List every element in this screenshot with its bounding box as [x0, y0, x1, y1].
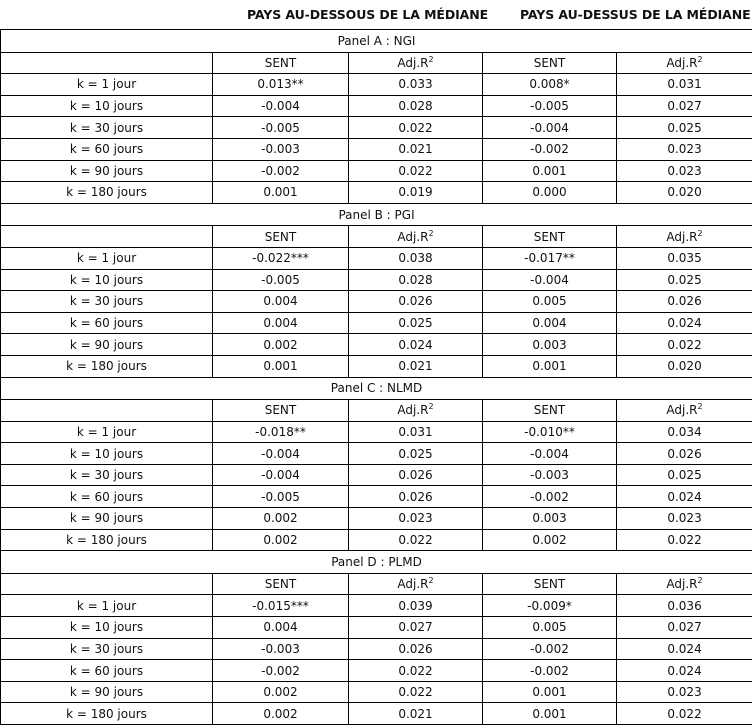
adj-r2-below-median: 0.025	[349, 312, 483, 334]
adj-r2-above-median: 0.034	[617, 421, 752, 443]
sent-below-median: 0.004	[213, 312, 349, 334]
adj-r2-below-median: 0.021	[349, 703, 483, 725]
adj-r2-below-median: 0.039	[349, 595, 483, 617]
panel-title: Panel B : PGI	[1, 203, 752, 226]
sent-below-median: -0.005	[213, 117, 349, 139]
table-row	[1, 703, 752, 725]
table-row	[1, 74, 752, 96]
panel-title: Panel A : NGI	[1, 30, 752, 53]
sent-above-median: 0.004	[483, 312, 617, 334]
results-table-body	[1, 30, 752, 725]
adj-r2-label: Adj.R	[666, 229, 698, 244]
sent-below-median: -0.003	[213, 138, 349, 160]
adj-r2-label: Adj.R	[666, 403, 698, 418]
adj-r2-above-median: 0.024	[617, 312, 752, 334]
horizon-label: k = 30 jours	[1, 464, 213, 486]
empty-header-cell	[1, 52, 213, 74]
sent-above-median: 0.003	[483, 508, 617, 530]
adj-r2-below-median: 0.028	[349, 95, 483, 117]
sent-above-median: -0.009*	[483, 595, 617, 617]
horizon-label: k = 30 jours	[1, 117, 213, 139]
adj-r2-below-median: 0.022	[349, 660, 483, 682]
horizon-label: k = 90 jours	[1, 681, 213, 703]
adj-r2-above-median: 0.023	[617, 138, 752, 160]
horizon-label: k = 90 jours	[1, 508, 213, 530]
adj-r2-below-median: 0.021	[349, 355, 483, 377]
adj-r2-below-median: 0.022	[349, 117, 483, 139]
adj-r2-label: Adj.R	[397, 403, 429, 418]
adj-r2-above-median: 0.026	[617, 291, 752, 313]
adj-r2-above-median: 0.022	[617, 334, 752, 356]
sent-above-median: -0.004	[483, 443, 617, 465]
results-table	[0, 29, 752, 725]
sent-column-header: SENT	[213, 400, 349, 422]
horizon-label: k = 10 jours	[1, 443, 213, 465]
sent-below-median: 0.002	[213, 529, 349, 551]
sent-above-median: -0.002	[483, 138, 617, 160]
adj-r2-superscript: 2	[428, 402, 434, 412]
sent-below-median: 0.001	[213, 355, 349, 377]
table-row	[1, 421, 752, 443]
column-header-row	[1, 400, 752, 422]
horizon-label: k = 60 jours	[1, 486, 213, 508]
sent-below-median: -0.022***	[213, 247, 349, 269]
sent-below-median: -0.002	[213, 660, 349, 682]
adj-r2-below-median: 0.022	[349, 160, 483, 182]
adj-r2-column-header	[349, 400, 483, 422]
adj-r2-label: Adj.R	[666, 55, 698, 70]
adj-r2-below-median: 0.026	[349, 291, 483, 313]
adj-r2-superscript: 2	[697, 402, 703, 412]
table-row	[1, 117, 752, 139]
adj-r2-column-header	[349, 52, 483, 74]
sent-below-median: -0.018**	[213, 421, 349, 443]
empty-header-cell	[1, 573, 213, 595]
horizon-label: k = 180 jours	[1, 355, 213, 377]
adj-r2-above-median: 0.035	[617, 247, 752, 269]
adj-r2-superscript: 2	[428, 54, 434, 64]
sent-below-median: 0.001	[213, 182, 349, 204]
sent-column-header: SENT	[483, 573, 617, 595]
sent-column-header: SENT	[483, 226, 617, 248]
adj-r2-above-median: 0.025	[617, 117, 752, 139]
empty-header-cell	[1, 226, 213, 248]
table-row	[1, 681, 752, 703]
panel-title-row	[1, 551, 752, 574]
adj-r2-above-median: 0.027	[617, 617, 752, 639]
adj-r2-label: Adj.R	[397, 577, 429, 592]
panel-title-row	[1, 30, 752, 53]
horizon-label: k = 60 jours	[1, 660, 213, 682]
sent-above-median: 0.005	[483, 291, 617, 313]
empty-header-cell	[1, 400, 213, 422]
sent-above-median: 0.000	[483, 182, 617, 204]
panel-title: Panel C : NLMD	[1, 377, 752, 400]
adj-r2-column-header	[349, 573, 483, 595]
adj-r2-above-median: 0.024	[617, 660, 752, 682]
adj-r2-below-median: 0.027	[349, 617, 483, 639]
adj-r2-above-median: 0.026	[617, 443, 752, 465]
table-row	[1, 160, 752, 182]
adj-r2-label: Adj.R	[397, 229, 429, 244]
sent-column-header: SENT	[213, 226, 349, 248]
adj-r2-below-median: 0.021	[349, 138, 483, 160]
sent-below-median: -0.002	[213, 160, 349, 182]
adj-r2-above-median: 0.023	[617, 508, 752, 530]
sent-below-median: -0.005	[213, 486, 349, 508]
horizon-label: k = 180 jours	[1, 529, 213, 551]
table-row	[1, 660, 752, 682]
sent-below-median: 0.002	[213, 703, 349, 725]
sent-below-median: -0.005	[213, 269, 349, 291]
adj-r2-label: Adj.R	[397, 55, 429, 70]
horizon-label: k = 10 jours	[1, 617, 213, 639]
adj-r2-column-header	[617, 52, 752, 74]
table-row	[1, 247, 752, 269]
sent-above-median: -0.005	[483, 95, 617, 117]
table-row	[1, 529, 752, 551]
sent-above-median: -0.004	[483, 117, 617, 139]
horizon-label: k = 1 jour	[1, 74, 213, 96]
table-top-header	[0, 0, 752, 29]
adj-r2-superscript: 2	[428, 228, 434, 238]
adj-r2-below-median: 0.028	[349, 269, 483, 291]
adj-r2-below-median: 0.019	[349, 182, 483, 204]
column-header-row	[1, 52, 752, 74]
adj-r2-above-median: 0.027	[617, 95, 752, 117]
horizon-label: k = 30 jours	[1, 291, 213, 313]
adj-r2-below-median: 0.031	[349, 421, 483, 443]
adj-r2-below-median: 0.023	[349, 508, 483, 530]
sent-above-median: 0.002	[483, 529, 617, 551]
adj-r2-below-median: 0.026	[349, 486, 483, 508]
table-row	[1, 443, 752, 465]
sent-below-median: 0.002	[213, 681, 349, 703]
sent-above-median: -0.002	[483, 638, 617, 660]
adj-r2-superscript: 2	[428, 576, 434, 586]
sent-column-header: SENT	[213, 573, 349, 595]
column-header-row	[1, 226, 752, 248]
table-row	[1, 508, 752, 530]
sent-below-median: 0.002	[213, 508, 349, 530]
sent-above-median: -0.004	[483, 269, 617, 291]
sent-above-median: -0.017**	[483, 247, 617, 269]
adj-r2-above-median: 0.023	[617, 681, 752, 703]
adj-r2-below-median: 0.022	[349, 681, 483, 703]
horizon-label: k = 90 jours	[1, 334, 213, 356]
table-row	[1, 355, 752, 377]
adj-r2-above-median: 0.020	[617, 355, 752, 377]
adj-r2-above-median: 0.036	[617, 595, 752, 617]
sent-below-median: 0.002	[213, 334, 349, 356]
panel-title-row	[1, 377, 752, 400]
horizon-label: k = 1 jour	[1, 595, 213, 617]
horizon-label: k = 180 jours	[1, 703, 213, 725]
table-row	[1, 182, 752, 204]
panel-title: Panel D : PLMD	[1, 551, 752, 574]
sent-above-median: 0.001	[483, 703, 617, 725]
sent-column-header: SENT	[483, 52, 617, 74]
column-group-below-median: PAYS AU-DESSOUS DE LA MÉDIANE	[247, 7, 489, 22]
sent-above-median: -0.002	[483, 486, 617, 508]
table-row	[1, 595, 752, 617]
table-row	[1, 138, 752, 160]
adj-r2-below-median: 0.026	[349, 464, 483, 486]
horizon-label: k = 1 jour	[1, 247, 213, 269]
adj-r2-above-median: 0.025	[617, 464, 752, 486]
sent-above-median: 0.008*	[483, 74, 617, 96]
column-group-above-median: PAYS AU-DESSUS DE LA MÉDIANE	[520, 7, 751, 22]
adj-r2-column-header	[617, 400, 752, 422]
horizon-label: k = 10 jours	[1, 269, 213, 291]
sent-column-header: SENT	[213, 52, 349, 74]
horizon-label: k = 1 jour	[1, 421, 213, 443]
sent-below-median: -0.004	[213, 443, 349, 465]
table-row	[1, 617, 752, 639]
adj-r2-superscript: 2	[697, 54, 703, 64]
table-row	[1, 269, 752, 291]
horizon-label: k = 60 jours	[1, 138, 213, 160]
horizon-label: k = 10 jours	[1, 95, 213, 117]
horizon-label: k = 60 jours	[1, 312, 213, 334]
sent-above-median: 0.005	[483, 617, 617, 639]
sent-below-median: -0.004	[213, 95, 349, 117]
adj-r2-column-header	[349, 226, 483, 248]
adj-r2-above-median: 0.024	[617, 638, 752, 660]
sent-above-median: 0.003	[483, 334, 617, 356]
adj-r2-below-median: 0.033	[349, 74, 483, 96]
table-row	[1, 464, 752, 486]
table-row	[1, 486, 752, 508]
table-row	[1, 334, 752, 356]
sent-above-median: -0.003	[483, 464, 617, 486]
sent-below-median: -0.003	[213, 638, 349, 660]
column-header-row	[1, 573, 752, 595]
table-row	[1, 95, 752, 117]
horizon-label: k = 180 jours	[1, 182, 213, 204]
adj-r2-below-median: 0.024	[349, 334, 483, 356]
sent-above-median: -0.010**	[483, 421, 617, 443]
horizon-label: k = 30 jours	[1, 638, 213, 660]
adj-r2-above-median: 0.022	[617, 703, 752, 725]
adj-r2-above-median: 0.023	[617, 160, 752, 182]
sent-below-median: 0.013**	[213, 74, 349, 96]
adj-r2-above-median: 0.031	[617, 74, 752, 96]
sent-above-median: -0.002	[483, 660, 617, 682]
adj-r2-above-median: 0.020	[617, 182, 752, 204]
horizon-label: k = 90 jours	[1, 160, 213, 182]
adj-r2-above-median: 0.025	[617, 269, 752, 291]
adj-r2-column-header	[617, 573, 752, 595]
sent-above-median: 0.001	[483, 160, 617, 182]
sent-below-median: 0.004	[213, 617, 349, 639]
sent-below-median: -0.015***	[213, 595, 349, 617]
sent-column-header: SENT	[483, 400, 617, 422]
table-row	[1, 312, 752, 334]
adj-r2-below-median: 0.026	[349, 638, 483, 660]
panel-title-row	[1, 203, 752, 226]
adj-r2-below-median: 0.038	[349, 247, 483, 269]
adj-r2-label: Adj.R	[666, 577, 698, 592]
adj-r2-below-median: 0.022	[349, 529, 483, 551]
adj-r2-superscript: 2	[697, 228, 703, 238]
table-row	[1, 291, 752, 313]
table-row	[1, 638, 752, 660]
sent-below-median: 0.004	[213, 291, 349, 313]
sent-below-median: -0.004	[213, 464, 349, 486]
adj-r2-above-median: 0.022	[617, 529, 752, 551]
sent-above-median: 0.001	[483, 355, 617, 377]
adj-r2-column-header	[617, 226, 752, 248]
adj-r2-above-median: 0.024	[617, 486, 752, 508]
sent-above-median: 0.001	[483, 681, 617, 703]
adj-r2-superscript: 2	[697, 576, 703, 586]
adj-r2-below-median: 0.025	[349, 443, 483, 465]
